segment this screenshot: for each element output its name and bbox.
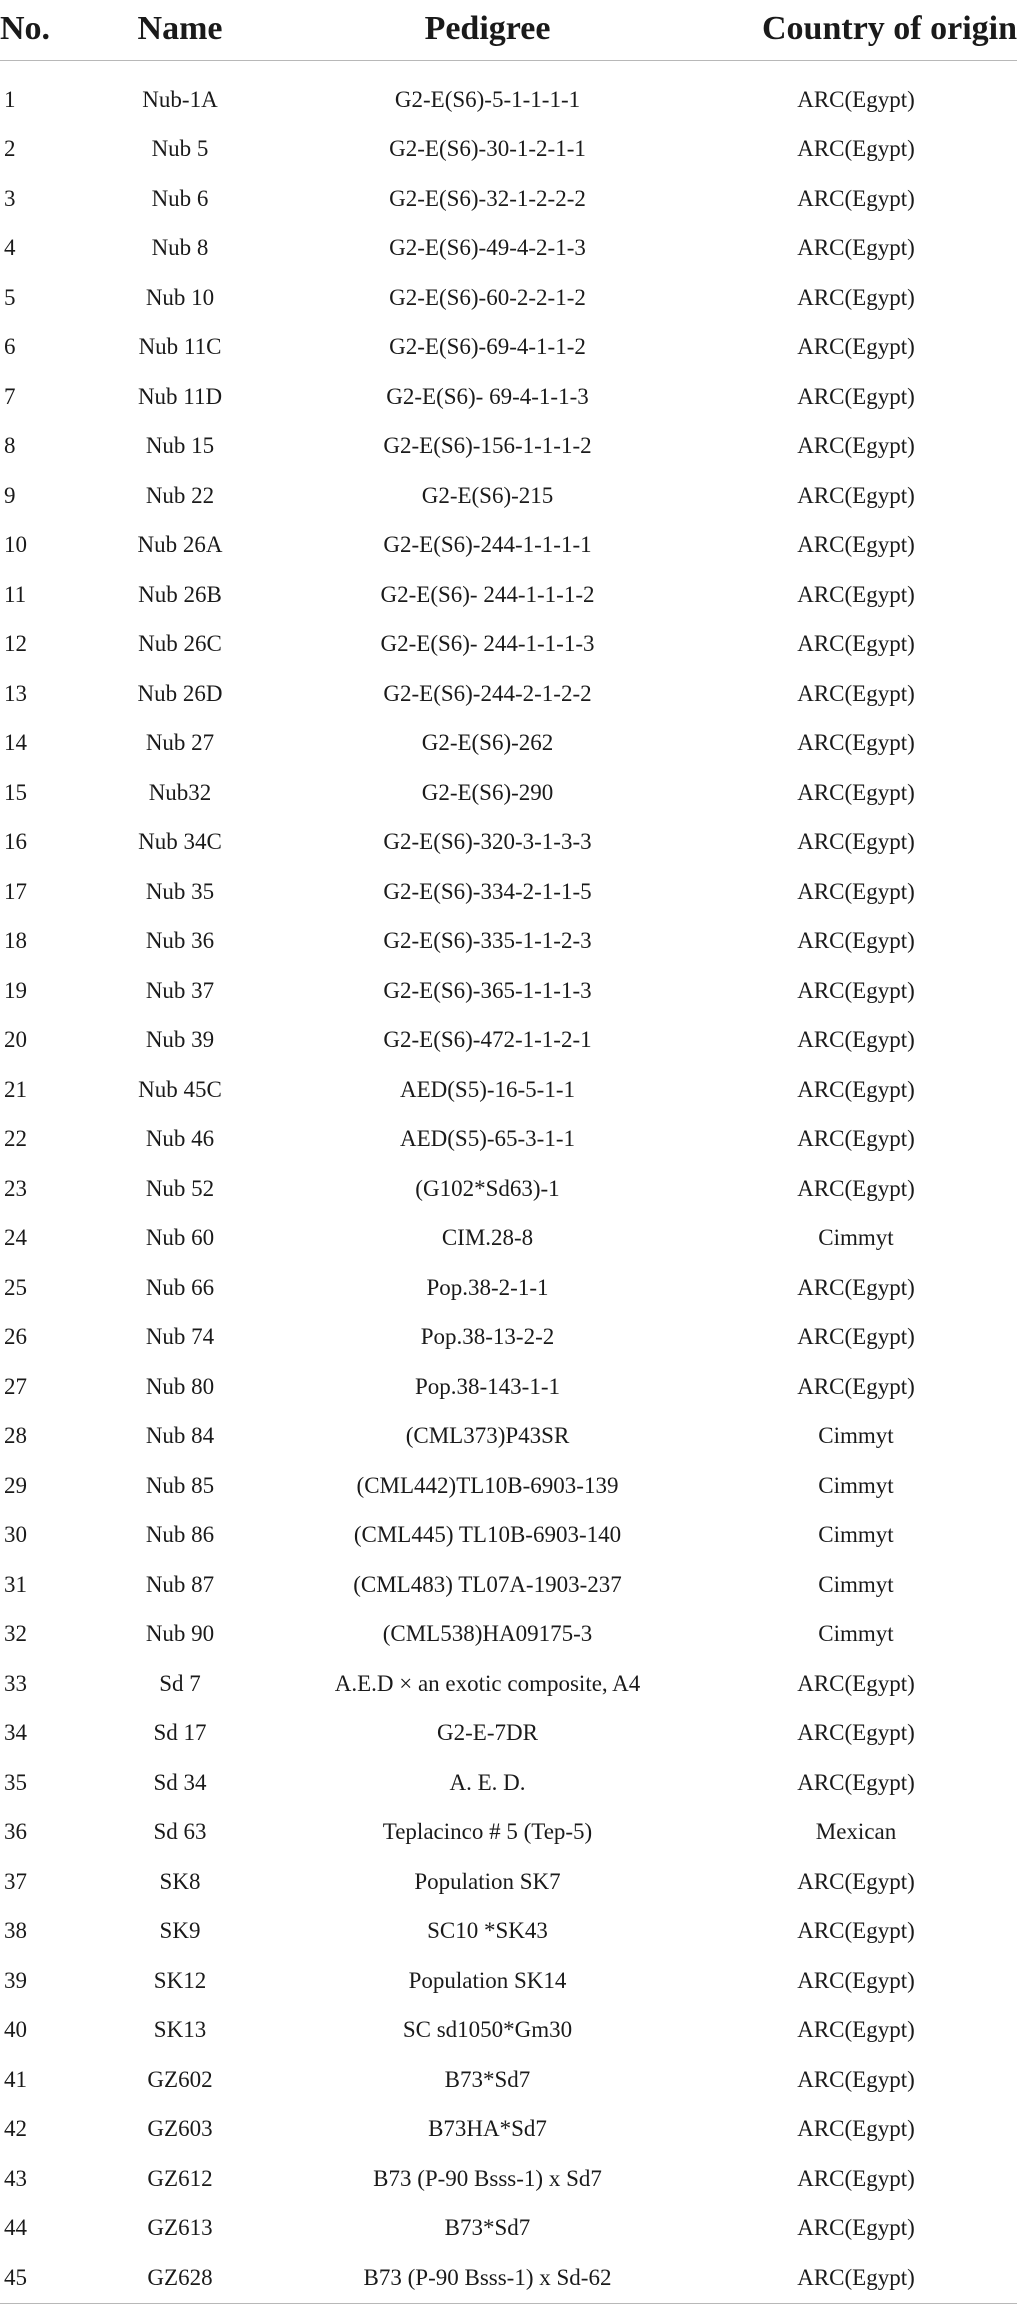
cell-no: 36 xyxy=(4,1819,27,1845)
cell-country: ARC(Egypt) xyxy=(797,235,915,261)
cell-pedigree: G2-E(S6)-472-1-1-2-1 xyxy=(383,1027,592,1053)
table-row xyxy=(0,521,1017,571)
cell-no: 25 xyxy=(4,1274,27,1300)
cell-pedigree: (CML445) TL10B-6903-140 xyxy=(353,1522,622,1548)
cell-pedigree: G2-E(S6)-30-1-2-1-1 xyxy=(389,136,586,162)
cell-name: Nub 11C xyxy=(138,334,222,360)
cell-country: Cimmyt xyxy=(818,1621,894,1647)
cell-pedigree: G2-E(S6)-69-4-1-1-2 xyxy=(389,334,586,360)
cell-name: SK8 xyxy=(159,1868,201,1894)
cell-no: 11 xyxy=(4,581,27,607)
table-row xyxy=(0,768,1017,818)
cell-no: 29 xyxy=(4,1472,27,1498)
cell-no: 22 xyxy=(4,1126,27,1152)
table-row xyxy=(0,1214,1017,1264)
cell-name: Nub 35 xyxy=(145,878,215,904)
cell-pedigree: SC sd1050*Gm30 xyxy=(402,2017,573,2043)
table-row xyxy=(0,372,1017,422)
cell-pedigree: B73HA*Sd7 xyxy=(428,2116,547,2142)
table-row xyxy=(0,1758,1017,1808)
cell-no: 17 xyxy=(4,878,27,904)
cell-no: 38 xyxy=(4,1918,27,1944)
table-row xyxy=(0,224,1017,274)
cell-country: ARC(Egypt) xyxy=(797,779,915,805)
cell-name: Nub 85 xyxy=(145,1472,215,1498)
cell-no: 2 xyxy=(4,136,16,162)
cell-pedigree: G2-E(S6)-60-2-2-1-2 xyxy=(389,284,586,310)
table-row xyxy=(0,1313,1017,1363)
cell-country: ARC(Egypt) xyxy=(797,581,915,607)
cell-country: Cimmyt xyxy=(818,1225,894,1251)
cell-no: 12 xyxy=(4,631,27,657)
table-row xyxy=(0,818,1017,868)
cell-name: Nub 74 xyxy=(145,1324,215,1350)
cell-no: 15 xyxy=(4,779,27,805)
cell-pedigree: G2-E(S6)-5-1-1-1-1 xyxy=(394,86,581,112)
cell-country: ARC(Egypt) xyxy=(797,977,915,1003)
cell-name: Nub 22 xyxy=(145,482,215,508)
cell-name: Nub 6 xyxy=(151,185,209,211)
cell-country: ARC(Egypt) xyxy=(797,2017,915,2043)
cell-name: Nub 60 xyxy=(145,1225,215,1251)
cell-name: Nub-1A xyxy=(142,86,218,112)
table-row xyxy=(0,867,1017,917)
table-row xyxy=(0,75,1017,125)
cell-name: SK13 xyxy=(153,2017,207,2043)
cell-country: ARC(Egypt) xyxy=(797,284,915,310)
cell-name: SK12 xyxy=(153,1967,207,1993)
table-header xyxy=(0,0,1017,75)
table-row xyxy=(0,174,1017,224)
cell-no: 44 xyxy=(4,2215,27,2241)
cell-pedigree: Pop.38-143-1-1 xyxy=(414,1373,561,1399)
table-row xyxy=(0,2105,1017,2155)
cell-pedigree: Pop.38-13-2-2 xyxy=(420,1324,555,1350)
table-row xyxy=(0,2154,1017,2204)
table-row xyxy=(0,2006,1017,2056)
cell-country: ARC(Egypt) xyxy=(797,1670,915,1696)
column-header-no: No. xyxy=(0,0,80,61)
table-row xyxy=(0,570,1017,620)
cell-pedigree: G2-E(S6)-365-1-1-1-3 xyxy=(383,977,592,1003)
cell-pedigree: G2-E(S6)-156-1-1-1-2 xyxy=(383,433,592,459)
cell-name: Nub 26A xyxy=(137,532,223,558)
cell-country: ARC(Egypt) xyxy=(695,2253,1017,2303)
cell-pedigree: B73*Sd7 xyxy=(444,2066,531,2092)
cell-name: GZ628 xyxy=(80,2253,280,2303)
cell-pedigree: Teplacinco # 5 (Tep-5) xyxy=(382,1819,593,1845)
cell-country: ARC(Egypt) xyxy=(797,1274,915,1300)
cell-country: ARC(Egypt) xyxy=(797,680,915,706)
table-row xyxy=(0,1362,1017,1412)
cell-pedigree: G2-E(S6)-244-2-1-2-2 xyxy=(383,680,592,706)
cell-country: Cimmyt xyxy=(818,1571,894,1597)
cell-country: ARC(Egypt) xyxy=(797,1769,915,1795)
cell-no: 8 xyxy=(4,433,16,459)
table-row xyxy=(0,917,1017,967)
table-row xyxy=(0,1956,1017,2006)
table-row xyxy=(0,966,1017,1016)
cell-no: 33 xyxy=(4,1670,27,1696)
cell-pedigree: G2-E(S6)- 69-4-1-1-3 xyxy=(386,383,589,409)
cell-no: 3 xyxy=(4,185,16,211)
cell-name: Nub 26B xyxy=(138,581,222,607)
cell-name: Nub 84 xyxy=(145,1423,215,1449)
table-row xyxy=(0,719,1017,769)
cell-country: ARC(Egypt) xyxy=(797,1175,915,1201)
cell-name: Nub 15 xyxy=(145,433,215,459)
cell-name: Nub 34C xyxy=(138,829,222,855)
cell-no: 34 xyxy=(4,1720,27,1746)
table-row xyxy=(0,669,1017,719)
cell-country: ARC(Egypt) xyxy=(797,2215,915,2241)
cell-country: ARC(Egypt) xyxy=(797,2116,915,2142)
cell-country: ARC(Egypt) xyxy=(797,2165,915,2191)
cell-no: 45 xyxy=(0,2253,80,2303)
table-row xyxy=(0,125,1017,175)
cell-pedigree: G2-E(S6)-32-1-2-2-2 xyxy=(389,185,586,211)
table-row xyxy=(0,1907,1017,1957)
cell-country: ARC(Egypt) xyxy=(797,1126,915,1152)
table-row xyxy=(0,1560,1017,1610)
cell-country: ARC(Egypt) xyxy=(797,1373,915,1399)
cell-no: 9 xyxy=(4,482,16,508)
cell-no: 13 xyxy=(4,680,27,706)
cell-pedigree: G2-E(S6)- 244-1-1-1-2 xyxy=(380,581,595,607)
cell-country: ARC(Egypt) xyxy=(797,730,915,756)
cell-name: Nub 5 xyxy=(151,136,209,162)
cell-name: Sd 34 xyxy=(153,1769,207,1795)
column-header-country: Country of origin xyxy=(695,0,1017,61)
cell-name: Nub 26D xyxy=(137,680,223,706)
cell-pedigree: G2-E(S6)-215 xyxy=(421,482,554,508)
cell-country: ARC(Egypt) xyxy=(797,1720,915,1746)
cell-no: 37 xyxy=(4,1868,27,1894)
table-row xyxy=(0,1709,1017,1759)
cell-name: GZ603 xyxy=(147,2116,213,2142)
cell-name: Nub 37 xyxy=(145,977,215,1003)
cell-country: ARC(Egypt) xyxy=(797,433,915,459)
cell-name: Nub 66 xyxy=(145,1274,215,1300)
header-row xyxy=(0,0,1017,61)
cell-pedigree: G2-E(S6)-334-2-1-1-5 xyxy=(383,878,592,904)
table-row xyxy=(0,1808,1017,1858)
cell-pedigree: (CML538)HA09175-3 xyxy=(382,1621,593,1647)
cell-country: Cimmyt xyxy=(818,1423,894,1449)
cell-pedigree: A.E.D × an exotic composite, A4 xyxy=(334,1670,641,1696)
cell-no: 20 xyxy=(4,1027,27,1053)
cell-name: Nub 87 xyxy=(145,1571,215,1597)
cell-pedigree: G2-E(S6)- 244-1-1-1-3 xyxy=(380,631,595,657)
table-row xyxy=(0,620,1017,670)
table-row xyxy=(0,1065,1017,1115)
cell-pedigree: Pop.38-2-1-1 xyxy=(426,1274,549,1300)
column-header-pedigree: Pedigree xyxy=(280,0,695,61)
cell-pedigree: G2-E(S6)-49-4-2-1-3 xyxy=(389,235,586,261)
cell-no: 35 xyxy=(4,1769,27,1795)
cell-pedigree: G2-E(S6)-320-3-1-3-3 xyxy=(383,829,592,855)
cell-name: Nub 36 xyxy=(145,928,215,954)
table-row xyxy=(0,422,1017,472)
cell-name: Nub 26C xyxy=(138,631,222,657)
cell-country: ARC(Egypt) xyxy=(797,829,915,855)
cell-no: 31 xyxy=(4,1571,27,1597)
cell-no: 1 xyxy=(4,86,16,112)
cell-pedigree: SC10 *SK43 xyxy=(427,1918,548,1944)
cell-pedigree: AED(S5)-16-5-1-1 xyxy=(399,1076,575,1102)
cell-no: 6 xyxy=(4,334,16,360)
cell-country: ARC(Egypt) xyxy=(797,136,915,162)
cell-no: 18 xyxy=(4,928,27,954)
cell-no: 10 xyxy=(4,532,27,558)
table-row xyxy=(0,1016,1017,1066)
cell-country: ARC(Egypt) xyxy=(797,928,915,954)
cell-no: 24 xyxy=(4,1225,27,1251)
cell-country: ARC(Egypt) xyxy=(797,383,915,409)
cell-pedigree: B73 (P-90 Bsss-1) x Sd-62 xyxy=(280,2253,695,2303)
cell-no: 39 xyxy=(4,1967,27,1993)
table-row xyxy=(0,1164,1017,1214)
cell-name: Nub 27 xyxy=(145,730,215,756)
cell-no: 16 xyxy=(4,829,27,855)
cell-country: ARC(Egypt) xyxy=(797,1868,915,1894)
table-row xyxy=(0,1610,1017,1660)
cell-country: ARC(Egypt) xyxy=(797,2066,915,2092)
cell-pedigree: G2-E(S6)-335-1-1-2-3 xyxy=(383,928,592,954)
cell-country: Cimmyt xyxy=(818,1472,894,1498)
cell-country: ARC(Egypt) xyxy=(797,86,915,112)
cell-pedigree: (CML373)P43SR xyxy=(405,1423,570,1449)
cell-no: 7 xyxy=(4,383,16,409)
table-row xyxy=(0,273,1017,323)
table-body xyxy=(0,75,1017,2303)
cell-no: 14 xyxy=(4,730,27,756)
cell-name: SK9 xyxy=(159,1918,201,1944)
cell-country: ARC(Egypt) xyxy=(797,1967,915,1993)
cell-no: 23 xyxy=(4,1175,27,1201)
cell-pedigree: (CML483) TL07A-1903-237 xyxy=(353,1571,622,1597)
table-row xyxy=(0,1511,1017,1561)
cell-no: 4 xyxy=(4,235,16,261)
cell-no: 30 xyxy=(4,1522,27,1548)
cell-name: Nub 46 xyxy=(145,1126,215,1152)
cell-name: GZ612 xyxy=(147,2165,213,2191)
cell-country: ARC(Egypt) xyxy=(797,482,915,508)
cell-name: Nub 45C xyxy=(138,1076,222,1102)
cell-country: ARC(Egypt) xyxy=(797,1918,915,1944)
cell-name: GZ613 xyxy=(147,2215,213,2241)
cell-no: 43 xyxy=(4,2165,27,2191)
cell-country: ARC(Egypt) xyxy=(797,1076,915,1102)
cell-pedigree: G2-E-7DR xyxy=(437,1720,538,1746)
cell-country: Cimmyt xyxy=(818,1522,894,1548)
cell-name: Nub 10 xyxy=(145,284,215,310)
cell-no: 40 xyxy=(4,2017,27,2043)
table-row xyxy=(0,1412,1017,1462)
cell-pedigree: B73*Sd7 xyxy=(444,2215,531,2241)
cell-country: ARC(Egypt) xyxy=(797,631,915,657)
cell-pedigree: Population SK14 xyxy=(408,1967,567,1993)
table-row xyxy=(0,1857,1017,1907)
cell-no: 5 xyxy=(4,284,16,310)
cell-no: 19 xyxy=(4,977,27,1003)
cell-country: ARC(Egypt) xyxy=(797,878,915,904)
cell-name: Nub32 xyxy=(148,779,212,805)
cell-pedigree: (G102*Sd63)-1 xyxy=(415,1175,560,1201)
table-row xyxy=(0,1115,1017,1165)
cell-pedigree: Population SK7 xyxy=(414,1868,561,1894)
cell-no: 28 xyxy=(4,1423,27,1449)
cell-country: ARC(Egypt) xyxy=(797,1027,915,1053)
cell-name: Nub 11D xyxy=(137,383,223,409)
table-row xyxy=(0,2204,1017,2254)
cell-name: Sd 7 xyxy=(159,1670,201,1696)
cell-name: Nub 80 xyxy=(145,1373,215,1399)
table-row xyxy=(0,2055,1017,2105)
cell-no: 21 xyxy=(4,1076,27,1102)
cell-country: ARC(Egypt) xyxy=(797,532,915,558)
cell-country: ARC(Egypt) xyxy=(797,1324,915,1350)
column-header-name: Name xyxy=(80,0,280,61)
cell-name: Nub 8 xyxy=(151,235,209,261)
cell-name: Sd 63 xyxy=(153,1819,207,1845)
cell-name: Sd 17 xyxy=(153,1720,207,1746)
cell-no: 26 xyxy=(4,1324,27,1350)
cell-country: Mexican xyxy=(815,1819,897,1845)
table-row xyxy=(0,2253,1017,2303)
table-row xyxy=(0,1263,1017,1313)
cell-pedigree: A. E. D. xyxy=(449,1769,526,1795)
cell-name: Nub 90 xyxy=(145,1621,215,1647)
cell-name: Nub 52 xyxy=(145,1175,215,1201)
table-row xyxy=(0,471,1017,521)
cell-name: Nub 86 xyxy=(145,1522,215,1548)
cell-no: 32 xyxy=(4,1621,27,1647)
cell-pedigree: B73 (P-90 Bsss-1) x Sd7 xyxy=(373,2165,602,2191)
cell-country: ARC(Egypt) xyxy=(797,334,915,360)
cell-name: GZ602 xyxy=(147,2066,213,2092)
cell-pedigree: G2-E(S6)-290 xyxy=(421,779,554,805)
table-row xyxy=(0,1461,1017,1511)
cell-no: 42 xyxy=(4,2116,27,2142)
cell-pedigree: (CML442)TL10B-6903-139 xyxy=(356,1472,619,1498)
cell-no: 27 xyxy=(4,1373,27,1399)
table-row xyxy=(0,1659,1017,1709)
cell-pedigree: AED(S5)-65-3-1-1 xyxy=(399,1126,575,1152)
cell-pedigree: CIM.28-8 xyxy=(441,1225,534,1251)
cell-no: 41 xyxy=(4,2066,27,2092)
table-row xyxy=(0,323,1017,373)
cell-pedigree: G2-E(S6)-244-1-1-1-1 xyxy=(383,532,592,558)
cell-pedigree: G2-E(S6)-262 xyxy=(421,730,554,756)
cell-country: ARC(Egypt) xyxy=(797,185,915,211)
cell-name: Nub 39 xyxy=(145,1027,215,1053)
